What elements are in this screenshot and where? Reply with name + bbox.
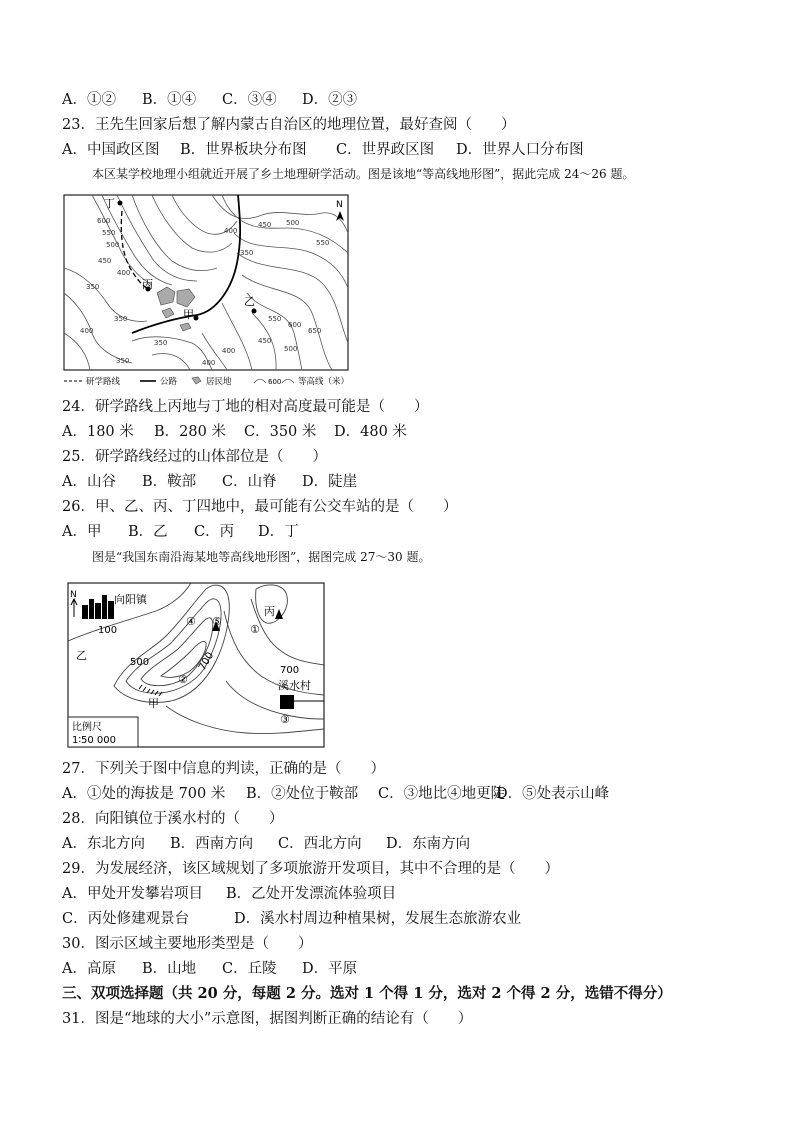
contour-label: 350 — [240, 249, 254, 257]
contour-label: 400 — [224, 227, 238, 235]
q26-option-b[interactable]: B．乙 — [128, 524, 168, 540]
label-yi: 乙 — [244, 295, 255, 308]
q23-option-a[interactable]: A．中国政区图 — [62, 142, 160, 158]
contour-label: 600 — [288, 321, 302, 329]
contour-map-1 — [62, 193, 354, 389]
q29-option-c[interactable]: C．丙处修建观景台 — [62, 911, 190, 927]
legend-contour: 等高线（米） — [298, 377, 350, 387]
contour-label: 500 — [106, 241, 120, 249]
q25-stem: 25．研学路线经过的山体部位是（ ） — [62, 449, 327, 465]
contour-label: 550 — [102, 229, 116, 237]
contour-label: 350 — [116, 357, 130, 365]
label-yi: 乙 — [76, 649, 87, 662]
section-3-heading: 三、双项选择题（共 20 分，每题 2 分。选对 1 个得 1 分，选对 2 个得 2 分，选错不得分） — [62, 985, 672, 1002]
q24-stem: 24．研学路线上丙地与丁地的相对高度最可能是（ ） — [62, 399, 429, 415]
village-icon — [280, 695, 294, 709]
q22-option-b[interactable]: B．①④ — [142, 92, 197, 108]
q30-option-d[interactable]: D．平原 — [302, 961, 358, 977]
q28-option-c[interactable]: C．西北方向 — [278, 836, 362, 852]
q29-stem: 29．为发展经济，该区域规划了多项旅游开发项目，其中不合理的是（ ） — [62, 861, 559, 877]
town-label: 向阳镇 — [114, 593, 147, 606]
q28-stem: 28．向阳镇位于溪水村的（ ） — [62, 811, 284, 827]
q27-option-a[interactable]: A．①处的海拔是 700 米 — [62, 786, 226, 802]
q26-option-a[interactable]: A．甲 — [62, 524, 102, 540]
contour-label: 700 — [197, 650, 217, 673]
legend-settlement: 居民地 — [206, 377, 232, 387]
label-circle-2: ② — [178, 673, 188, 686]
contour-label: 500 — [284, 345, 298, 353]
q30-option-c[interactable]: C．丘陵 — [222, 961, 277, 977]
contour-label: 500 — [286, 219, 300, 227]
intro-24-26: 本区某学校地理小组就近开展了乡土地理研学活动。图是该地“等高线地形图”，据此完成 24～26 题。 — [92, 167, 635, 181]
q28-option-d[interactable]: D．东南方向 — [386, 836, 471, 852]
q25-option-d[interactable]: D．陡崖 — [302, 474, 358, 490]
label-ding: 丁 — [104, 197, 115, 210]
label-jia: 甲 — [183, 308, 194, 321]
scale-label: 比例尺 — [72, 722, 102, 733]
contour-label: 500 — [130, 657, 150, 668]
contour-map-2 — [66, 581, 326, 749]
legend-contour-value: 600 — [268, 378, 282, 386]
q29-option-a[interactable]: A．甲处开发攀岩项目 — [62, 886, 203, 902]
contour-label: 400 — [222, 347, 236, 355]
contour-label: 350 — [154, 339, 168, 347]
village-label: 溪水村 — [278, 679, 311, 692]
q28-option-a[interactable]: A．东北方向 — [62, 836, 145, 852]
q23-stem: 23．王先生回家后想了解内蒙古自治区的地理位置，最好查阅（ ） — [62, 117, 516, 133]
contour-label: 700 — [280, 665, 300, 676]
q23-option-c[interactable]: C．世界政区图 — [336, 142, 435, 158]
legend-road: 公路 — [160, 377, 178, 387]
q22-option-c[interactable]: C．③④ — [222, 92, 277, 108]
q26-option-d[interactable]: D．丁 — [258, 524, 299, 540]
contour-label: 100 — [98, 625, 118, 636]
north-label: N — [70, 590, 77, 600]
contour-label: 550 — [316, 239, 330, 247]
q23-option-b[interactable]: B．世界板块分布图 — [180, 142, 307, 158]
label-circle-4: ④ — [186, 615, 196, 628]
q27-option-b[interactable]: B．②处位于鞍部 — [246, 786, 359, 802]
north-label: N — [336, 200, 343, 210]
q25-option-a[interactable]: A．山谷 — [62, 474, 116, 490]
q24-option-d[interactable]: D．480 米 — [334, 424, 407, 440]
q30-stem: 30．图示区域主要地形类型是（ ） — [62, 936, 313, 952]
q24-option-c[interactable]: C．350 米 — [244, 424, 317, 440]
contour-label: 450 — [258, 337, 272, 345]
contour-label: 400 — [117, 269, 131, 277]
q25-option-b[interactable]: B．鞍部 — [142, 474, 197, 490]
q29-option-b[interactable]: B．乙处开发漂流体验项目 — [226, 886, 397, 902]
contour-label: 350 — [114, 315, 128, 323]
q25-option-c[interactable]: C．山脊 — [222, 474, 277, 490]
contour-label: 400 — [202, 359, 216, 367]
q29-option-d[interactable]: D．溪水村周边种植果树，发展生态旅游农业 — [234, 911, 522, 927]
q26-option-c[interactable]: C．丙 — [194, 524, 235, 540]
q24-option-b[interactable]: B．280 米 — [154, 424, 226, 440]
contour-label: 450 — [258, 221, 272, 229]
legend-route: 研学路线 — [86, 377, 121, 387]
q31-stem: 31．图是“地球的大小”示意图，据图判断正确的结论有（ ） — [62, 1011, 473, 1027]
q27-option-c[interactable]: C．③地比④地更陡 — [378, 786, 506, 802]
q28-option-b[interactable]: B．西南方向 — [170, 836, 254, 852]
label-circle-3: ③ — [280, 713, 290, 726]
q30-option-a[interactable]: A．高原 — [62, 961, 116, 977]
contour-label: 450 — [98, 257, 112, 265]
q23-option-d[interactable]: D．世界人口分布图 — [456, 142, 584, 158]
q24-option-a[interactable]: A．180 米 — [62, 424, 134, 440]
label-bing: 丙 — [264, 605, 275, 618]
contour-label: 350 — [86, 283, 100, 291]
q30-option-b[interactable]: B．山地 — [142, 961, 197, 977]
scale-value: 1∶50 000 — [72, 735, 116, 746]
intro-27-30: 图是“我国东南沿海某地等高线地形图”，据图完成 27～30 题。 — [92, 550, 431, 564]
settlement-icon — [192, 377, 201, 384]
contour-label: 400 — [80, 327, 94, 335]
q22-option-a[interactable]: A．①② — [62, 92, 116, 108]
contour-label: 600 — [97, 217, 111, 225]
contour-label: 650 — [308, 327, 322, 335]
q27-stem: 27．下列关于图中信息的判读，正确的是（ ） — [62, 761, 385, 777]
q27-option-d[interactable]: D．⑤处表示山峰 — [496, 786, 610, 802]
contour-label: 550 — [268, 315, 282, 323]
label-bing: 丙 — [142, 278, 153, 291]
label-jia: 甲 — [148, 697, 159, 710]
q22-option-d[interactable]: D．②③ — [302, 92, 358, 108]
label-circle-5: ⑤ — [212, 615, 222, 628]
label-circle-1: ① — [250, 623, 260, 636]
q26-stem: 26．甲、乙、丙、丁四地中，最可能有公交车站的是（ ） — [62, 499, 458, 515]
